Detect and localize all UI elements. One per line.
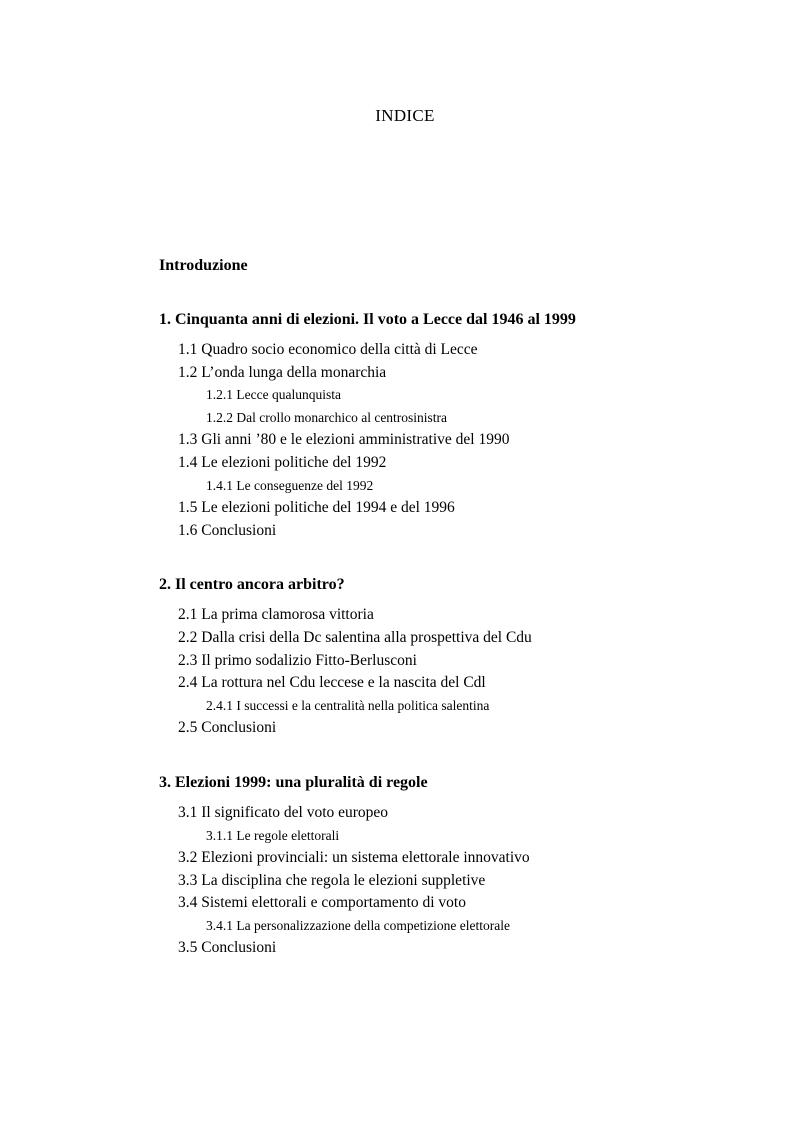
toc-chapter-2 bbox=[159, 574, 759, 740]
toc-section-entry: 1.2 L’onda lunga della monarchia bbox=[178, 363, 387, 381]
toc-subsection-entry: 3.1.1 Le regole elettorali bbox=[206, 827, 340, 843]
toc-subsection-entry: 2.4.1 I successi e la centralità nella politica salentina bbox=[206, 697, 490, 713]
toc-section-entry: 3.1 Il significato del voto europeo bbox=[178, 803, 389, 821]
toc-section-entry: 1.1 Quadro socio economico della città di Lecce bbox=[178, 341, 478, 358]
chapter-heading: 3. Elezioni 1999: una pluralità di regole bbox=[159, 773, 428, 791]
chapter-heading: 2. Il centro ancora arbitro? bbox=[159, 576, 345, 594]
toc-section-entry: 3.2 Elezioni provinciali: un sistema elettorale innovativo bbox=[178, 849, 530, 867]
toc-section-entry: 1.6 Conclusioni bbox=[178, 521, 277, 539]
toc-section-entry: 1.4 Le elezioni politiche del 1992 bbox=[178, 453, 387, 471]
toc-section-entry: 2.4 La rottura nel Cdu leccese e la nascita del Cdl bbox=[178, 674, 486, 692]
toc-section-entry: 2.3 Il primo sodalizio Fitto-Berlusconi bbox=[178, 651, 417, 669]
toc-section-entry: 3.3 La disciplina che regola le elezioni suppletive bbox=[178, 871, 486, 889]
toc-section-entry: 1.5 Le elezioni politiche del 1994 e del 1996 bbox=[178, 499, 455, 517]
chapter-entries bbox=[159, 339, 759, 542]
toc-section-entry: 3.4 Sistemi elettorali e comportamento di voto bbox=[178, 894, 466, 912]
chapter-entries bbox=[159, 802, 759, 960]
table-of-contents bbox=[159, 255, 759, 960]
chapter-entries bbox=[159, 604, 759, 740]
chapter-heading: 1. Cinquanta anni di elezioni. Il voto a Lecce dal 1946 al 1999 bbox=[159, 311, 576, 328]
toc-section-entry: 3.5 Conclusioni bbox=[178, 939, 277, 957]
page-title: INDICE bbox=[375, 106, 435, 125]
toc-section-entry: 2.2 Dalla crisi della Dc salentina alla prospettiva del Cdu bbox=[178, 628, 532, 646]
toc-chapter-3 bbox=[159, 772, 759, 960]
toc-subsection-entry: 1.4.1 Le conseguenze del 1992 bbox=[206, 477, 374, 493]
toc-subsection-entry: 1.2.1 Lecce qualunquista bbox=[206, 387, 341, 403]
toc-section-entry: 1.3 Gli anni ’80 e le elezioni amministrative del 1990 bbox=[178, 431, 510, 449]
toc-introduction: Introduzione bbox=[159, 257, 248, 274]
toc-subsection-entry: 3.4.1 La personalizzazione della competizione elettorale bbox=[206, 917, 510, 933]
toc-section-entry: 2.1 La prima clamorosa vittoria bbox=[178, 606, 374, 624]
toc-subsection-entry: 1.2.2 Dal crollo monarchico al centrosinistra bbox=[206, 409, 448, 425]
toc-section-entry: 2.5 Conclusioni bbox=[178, 719, 277, 737]
toc-chapter-1 bbox=[159, 309, 759, 542]
